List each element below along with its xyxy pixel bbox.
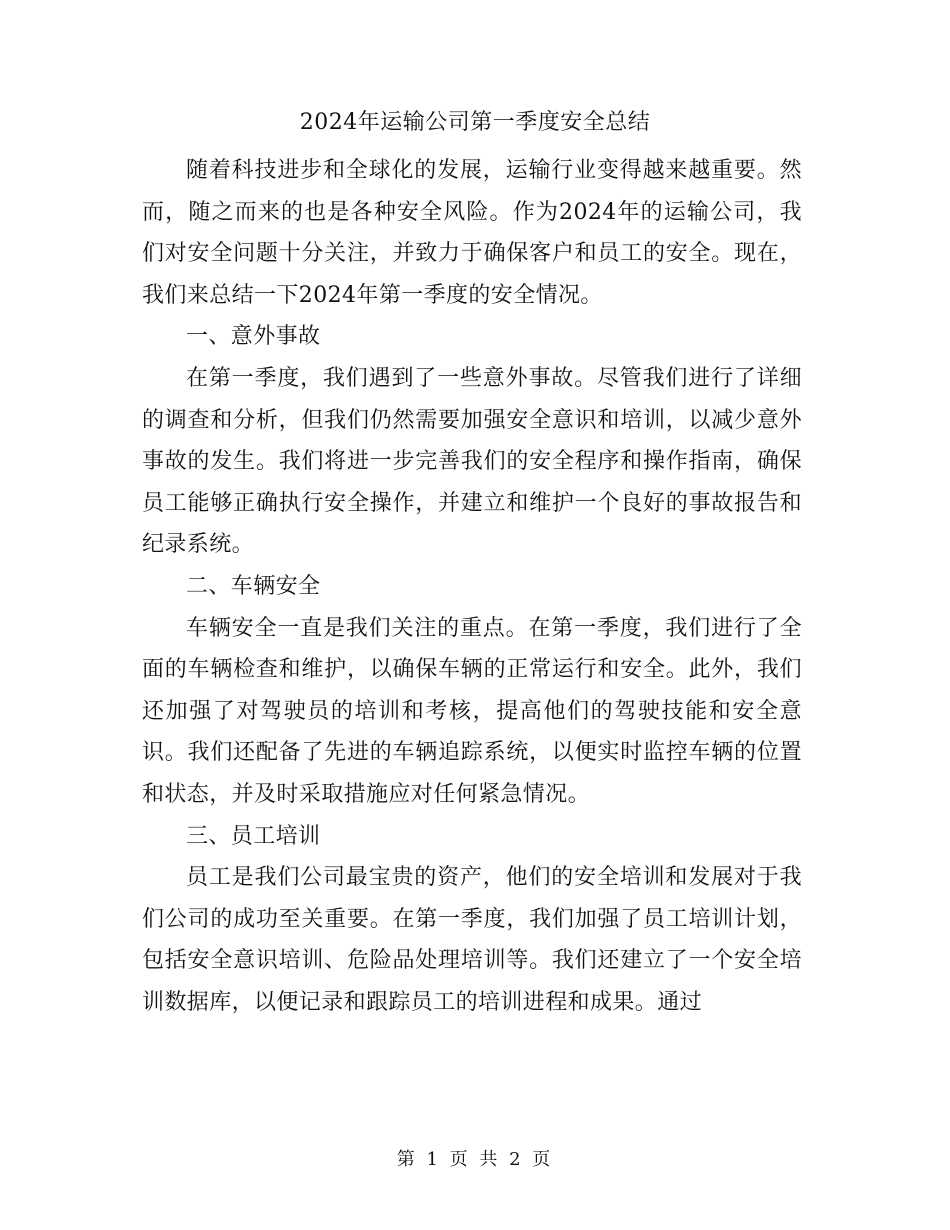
document-body <box>142 150 802 1023</box>
page-number-footer: 第 1 页 共 2 页 <box>396 1149 554 1170</box>
section-heading-vehicle-safety: 二、车辆安全 <box>186 573 321 599</box>
accidents-paragraph: 在第一季度，我们遇到了一些意外事故。尽管我们进行了详细的调查和分析，但我们仍然需要加强安全意识和培训，以减少意外事故的发生。我们将进一步完善我们的安全程序和操作指南，确保员工能够正确执行安全操作，并建立和维护一个良好的事故报告和纪录系统。 <box>142 365 802 558</box>
intro-paragraph: 随着科技进步和全球化的发展，运输行业变得越来越重要。然而，随之而来的也是各种安全风险。作为2024年的运输公司，我们对安全问题十分关注，并致力于确保客户和员工的安全。现在，我们来总结一下2024年第一季度的安全情况。 <box>142 158 802 308</box>
section-heading-accidents: 一、意外事故 <box>186 324 321 350</box>
vehicle-safety-paragraph: 车辆安全一直是我们关注的重点。在第一季度，我们进行了全面的车辆检查和维护，以确保车辆的正常运行和安全。此外，我们还加强了对驾驶员的培训和考核，提高他们的驾驶技能和安全意识。我们还配备了先进的车辆追踪系统，以便实时监控车辆的位置和状态，并及时采取措施应对任何紧急情况。 <box>142 615 802 807</box>
section-heading-staff-training: 三、员工培训 <box>186 823 321 849</box>
staff-training-paragraph: 员工是我们公司最宝贵的资产，他们的安全培训和发展对于我们公司的成功至关重要。在第一季度，我们加强了员工培训计划，包括安全意识培训、危险品处理培训等。我们还建立了一个安全培训数据库，以便记录和跟踪员工的培训进程和成果。通过 <box>142 865 802 1015</box>
document-title: 2024年运输公司第一季度安全总结 <box>299 110 651 135</box>
